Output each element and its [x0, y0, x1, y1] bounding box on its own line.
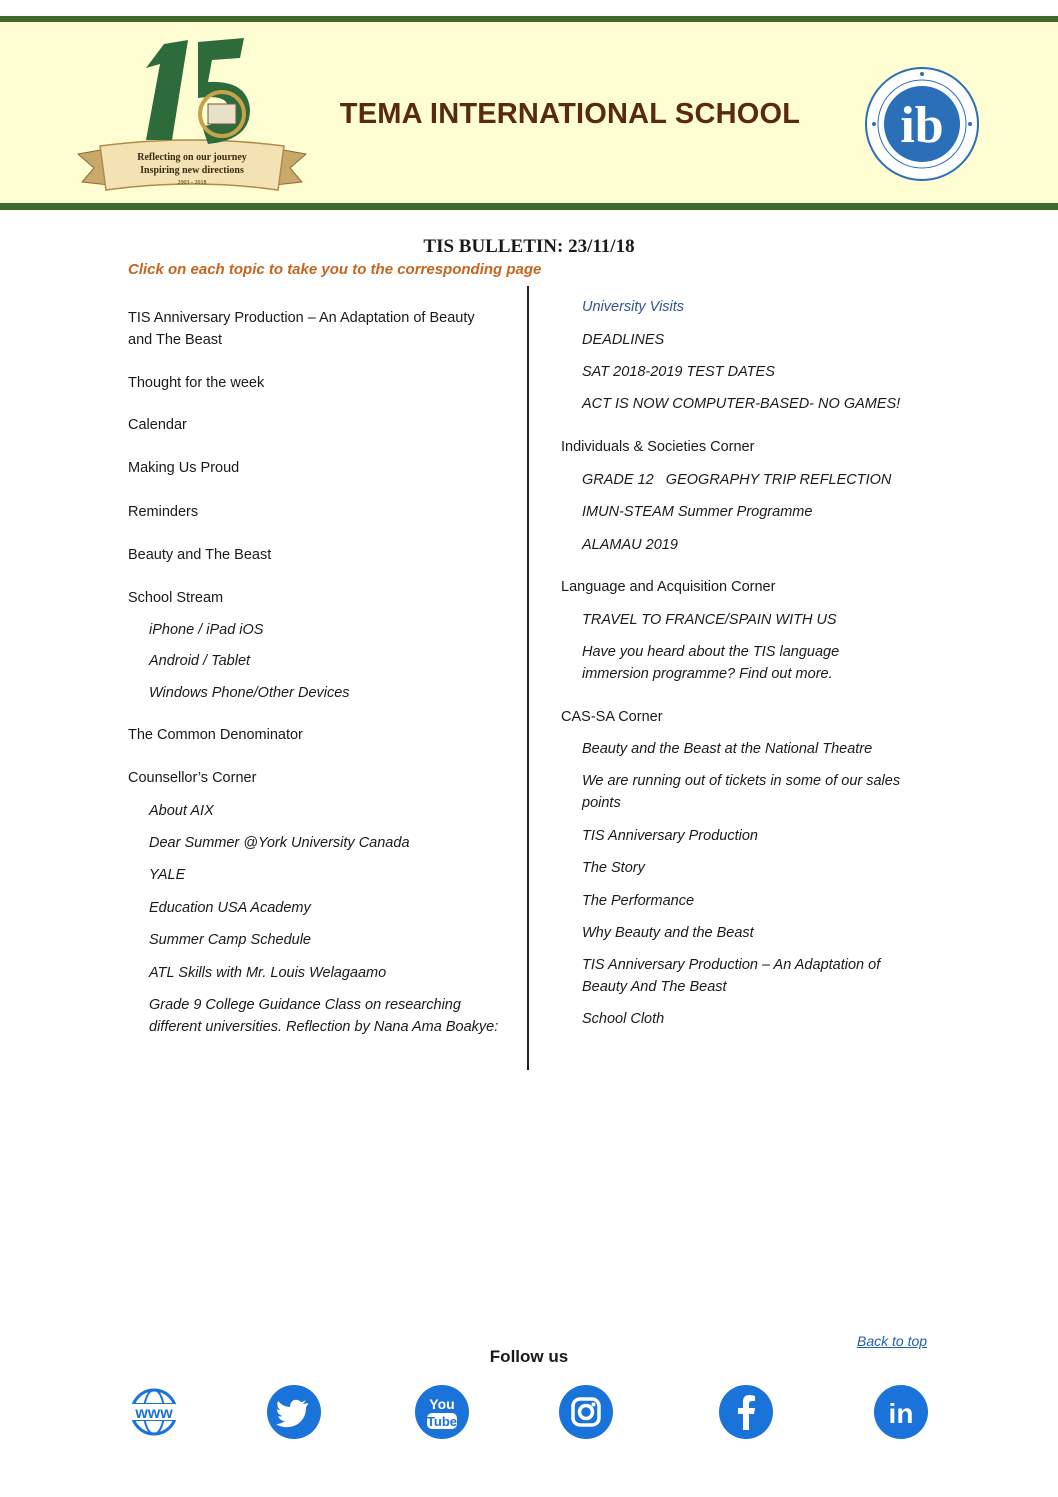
ribbon-line2: Inspiring new directions	[140, 165, 244, 176]
website-link[interactable]	[126, 1384, 182, 1440]
follow-us-heading: Follow us	[489, 1347, 569, 1366]
toc-sublink[interactable]: Grade 9 College Guidance Class on researching different universities. Reflection by Nana Ama Boakye:	[149, 997, 499, 1035]
school-name: TEMA INTERNATIONAL SCHOOL	[339, 98, 801, 130]
ribbon-line1: Reflecting on our journey	[137, 152, 247, 163]
ribbon-years: 2003 - 2018	[177, 180, 207, 186]
svg-text:www: www	[135, 1405, 173, 1422]
toc-link[interactable]: Reminders	[128, 504, 199, 520]
toc-sublink[interactable]: ATL Skills with Mr. Louis Welagaamo	[149, 965, 387, 981]
toc-link[interactable]: Beauty and The Beast	[128, 547, 272, 563]
toc-sublink[interactable]: About AIX	[149, 803, 214, 819]
toc-sublink[interactable]: Why Beauty and the Beast	[582, 925, 754, 941]
toc-sublink[interactable]: School Cloth	[582, 1011, 665, 1027]
toc-link[interactable]: Counsellor’s Corner	[128, 770, 257, 786]
toc-link[interactable]: CAS-SA Corner	[561, 709, 663, 725]
svg-text:in: in	[888, 1398, 914, 1429]
toc-sublink[interactable]: DEADLINES	[582, 332, 665, 348]
toc-link[interactable]: TIS Anniversary Production – An Adaptation of Beauty and The Beast	[128, 310, 475, 348]
toc-sublink[interactable]: TRAVEL TO FRANCE/SPAIN WITH US	[582, 612, 837, 628]
toc-sublink[interactable]: ACT IS NOW COMPUTER-BASED- NO GAMES!	[582, 396, 901, 412]
toc-sublink[interactable]: We are running out of tickets in some of our sales points	[582, 773, 901, 811]
toc-sublink[interactable]: IMUN-STEAM Summer Programme	[582, 504, 813, 520]
toc-link[interactable]: Making Us Proud	[128, 460, 240, 476]
instagram-link[interactable]	[558, 1384, 614, 1440]
toc-link[interactable]: Thought for the week	[128, 375, 265, 391]
toc-sublink[interactable]: Education USA Academy	[149, 900, 311, 916]
toc-sublink[interactable]: The Story	[582, 860, 645, 876]
bulletin-title: TIS BULLETIN: 23/11/18	[423, 236, 635, 257]
ib-mark: ib	[900, 97, 944, 154]
facebook-link[interactable]	[718, 1384, 774, 1440]
toc-link[interactable]: Language and Acquisition Corner	[561, 579, 776, 595]
toc-sublink[interactable]: TIS Anniversary Production	[582, 828, 758, 844]
header-banner	[0, 16, 1058, 210]
toc-link[interactable]: Calendar	[128, 417, 187, 433]
toc-link[interactable]: School Stream	[128, 590, 224, 606]
toc-sublink[interactable]: Dear Summer @York University Canada	[149, 835, 410, 851]
toc-sublink[interactable]: iPhone / iPad iOS	[149, 622, 264, 638]
toc-sublink[interactable]: GRADE 12 GEOGRAPHY TRIP REFLECTION	[582, 472, 892, 488]
toc-sublink[interactable]: The Performance	[582, 893, 695, 909]
twitter-link[interactable]	[266, 1384, 322, 1440]
twitter-icon	[266, 1384, 322, 1440]
toc-sublink[interactable]: Beauty and the Beast at the National Theatre	[582, 741, 873, 757]
youtube-link[interactable]	[414, 1384, 470, 1440]
instagram-icon	[558, 1384, 614, 1440]
toc-link[interactable]: The Common Denominator	[128, 727, 303, 743]
toc-sublink[interactable]: ALAMAU 2019	[582, 537, 678, 553]
linkedin-icon	[873, 1384, 929, 1440]
back-to-top-link[interactable]: Back to top	[857, 1333, 928, 1349]
toc-sublink[interactable]: TIS Anniversary Production – An Adaptation of Beauty And The Beast	[582, 957, 881, 995]
toc-sublink[interactable]: Windows Phone/Other Devices	[149, 685, 350, 701]
www-icon	[126, 1384, 182, 1440]
column-divider	[527, 286, 529, 1070]
instruction-text: Click on each topic to take you to the corresponding page	[128, 261, 542, 278]
facebook-icon	[718, 1384, 774, 1440]
svg-text:Tube: Tube	[426, 1414, 458, 1429]
ib-world-school-logo	[862, 64, 982, 184]
toc-sublink[interactable]: YALE	[149, 867, 186, 883]
toc-link[interactable]: Individuals & Societies Corner	[561, 439, 755, 455]
toc-sublink[interactable]: Summer Camp Schedule	[149, 932, 311, 948]
linkedin-link[interactable]	[873, 1384, 929, 1440]
youtube-icon	[414, 1384, 470, 1440]
toc-sublink[interactable]: Android / Tablet	[149, 653, 251, 669]
toc-sublink[interactable]: University Visits	[582, 299, 685, 315]
svg-text:You: You	[429, 1396, 455, 1412]
toc-sublink[interactable]: SAT 2018-2019 TEST DATES	[582, 364, 775, 380]
toc-sublink[interactable]: Have you heard about the TIS language immersion programme? Find out more.	[582, 644, 840, 682]
